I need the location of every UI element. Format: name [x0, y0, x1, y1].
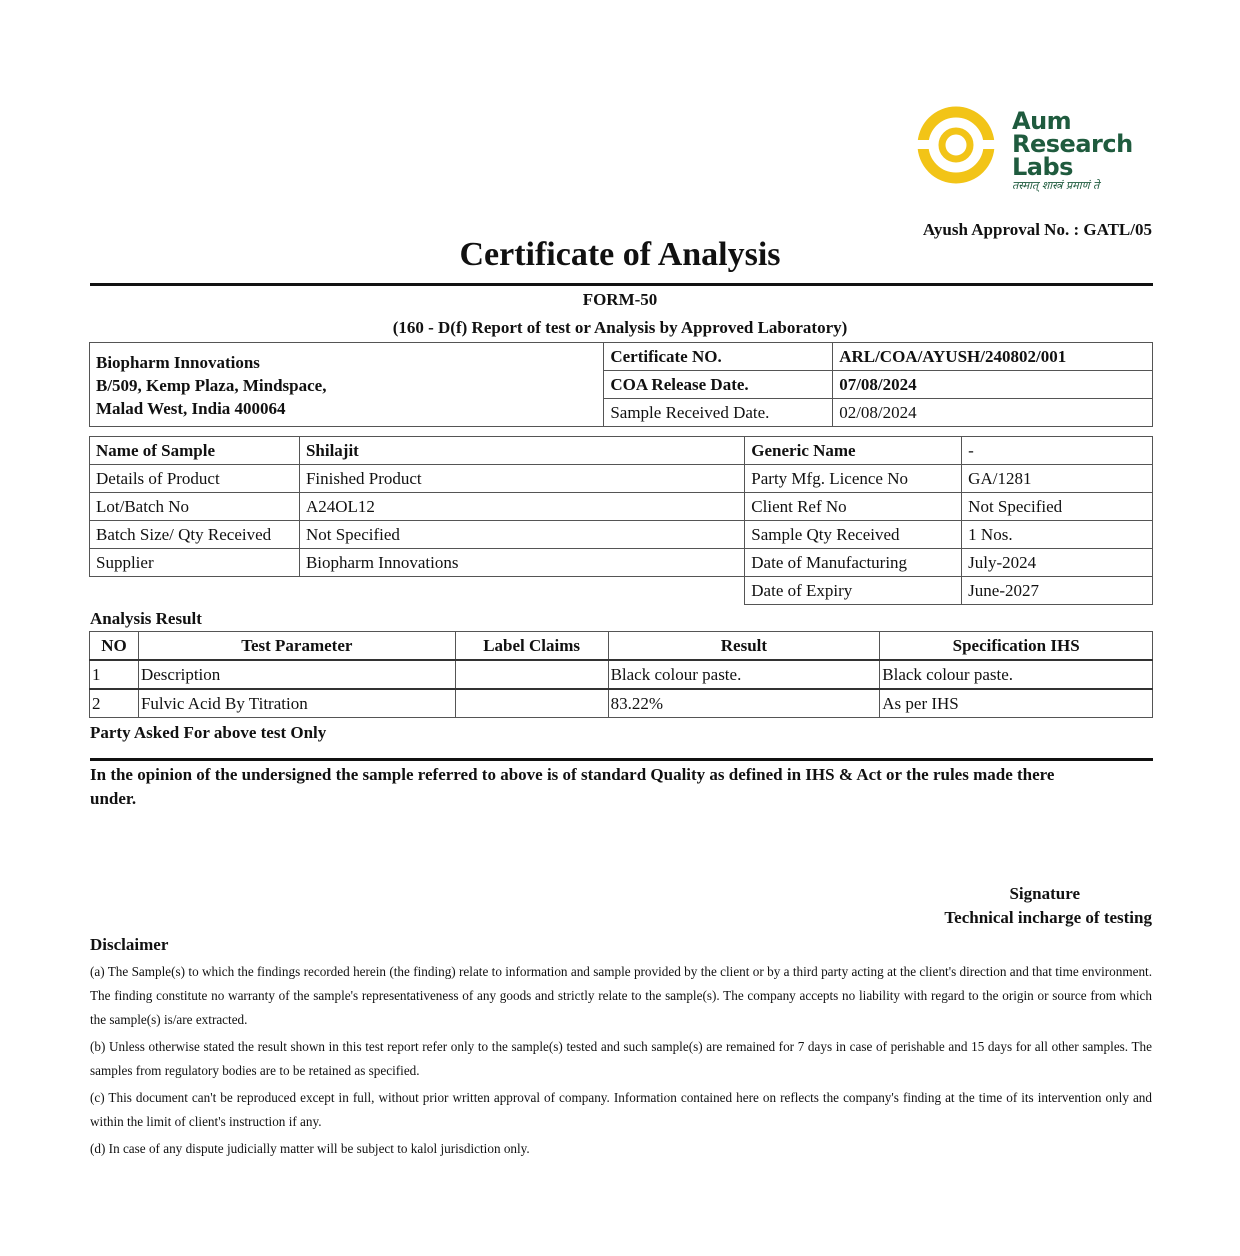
- expiry-date-value: June-2027: [962, 577, 1153, 605]
- form-subtitle: (160 - D(f) Report of test or Analysis by Approved Laboratory): [392, 318, 848, 337]
- page-title: Certificate of Analysis: [459, 236, 781, 273]
- table-row: [90, 660, 1153, 689]
- row-specification: Black colour paste.: [880, 660, 1153, 689]
- row-specification: As per IHS: [880, 689, 1153, 718]
- column-header-no: NO: [90, 632, 139, 661]
- disclaimer-item-b: (b) Unless otherwise stated the result shown in this test report refer only to the sample(s) tested and such sample(s) are remained for 7 days in case of perishable and 15 days for all other samples. The samples from regulatory bodies are to be retained as specified.: [90, 1039, 1152, 1078]
- supplier-label: Supplier: [90, 549, 300, 577]
- empty-cell: [299, 577, 744, 605]
- lot-batch-value: A24OL12: [299, 493, 744, 521]
- party-note: Party Asked For above test Only: [90, 723, 327, 742]
- column-header-label-claims: Label Claims: [455, 632, 608, 661]
- manufacturing-date-label: Date of Manufacturing: [745, 549, 962, 577]
- sample-qty-value: 1 Nos.: [962, 521, 1153, 549]
- release-date-label: COA Release Date.: [604, 371, 833, 399]
- batch-size-value: Not Specified: [299, 521, 744, 549]
- lot-batch-label: Lot/Batch No: [90, 493, 300, 521]
- licence-no-value: GA/1281: [962, 465, 1153, 493]
- form-number: FORM-50: [582, 290, 658, 309]
- sample-name-value: Shilajit: [299, 437, 744, 465]
- generic-name-label: Generic Name: [745, 437, 962, 465]
- disclaimer-item-d: (d) In case of any dispute judicially matter will be subject to kalol jurisdiction only.: [90, 1141, 530, 1156]
- client-certificate-table: [89, 342, 1153, 427]
- certificate-no-value: ARL/COA/AYUSH/240802/001: [833, 343, 1153, 371]
- manufacturing-date-value: July-2024: [962, 549, 1153, 577]
- logo-word-3: Labs: [1012, 153, 1073, 181]
- analysis-result-table: [89, 631, 1153, 718]
- logo-word-2: Research: [1012, 130, 1133, 158]
- signature-label: Signature: [1009, 884, 1080, 903]
- analysis-result-heading: Analysis Result: [90, 609, 202, 628]
- client-name: Biopharm Innovations: [96, 353, 260, 372]
- row-parameter: Fulvic Acid By Titration: [138, 689, 455, 718]
- generic-name-value: -: [962, 437, 1153, 465]
- column-header-parameter: Test Parameter: [138, 632, 455, 661]
- client-address-line-1: B/509, Kemp Plaza, Mindspace,: [96, 376, 327, 395]
- row-result: Black colour paste.: [608, 660, 880, 689]
- client-ref-label: Client Ref No: [745, 493, 962, 521]
- product-details-value: Finished Product: [299, 465, 744, 493]
- table-row: [90, 689, 1153, 718]
- sample-details-table: [89, 436, 1153, 605]
- row-result: 83.22%: [608, 689, 880, 718]
- logo-word-1: Aum: [1012, 107, 1072, 135]
- column-header-result: Result: [608, 632, 880, 661]
- row-no: 2: [90, 689, 139, 718]
- disclaimer-item-c: (c) This document can't be reproduced except in full, without prior written approval of company. Information contained here on reflects the company's finding at the time of its intervention only and within the limit of client's instruction if any.: [90, 1090, 1152, 1129]
- received-date-label: Sample Received Date.: [604, 399, 833, 427]
- licence-no-label: Party Mfg. Licence No: [745, 465, 962, 493]
- product-details-label: Details of Product: [90, 465, 300, 493]
- empty-cell: [90, 577, 300, 605]
- company-logo: [912, 104, 1142, 196]
- signatory-title: Technical incharge of testing: [944, 908, 1152, 927]
- sample-name-label: Name of Sample: [90, 437, 300, 465]
- release-date-value: 07/08/2024: [833, 371, 1153, 399]
- ayush-approval-number: Ayush Approval No. : GATL/05: [922, 220, 1152, 239]
- received-date-value: 02/08/2024: [833, 399, 1153, 427]
- row-parameter: Description: [138, 660, 455, 689]
- disclaimer-item-a: (a) The Sample(s) to which the findings recorded herein (the finding) relate to information and sample provided by the client or by a third party acting at the client's direction and that time environment. The finding constitute no warranty of the sample's representativeness of any goods and strictly relate to the sample(s). The company accepts no liability with regard to the origin or source from which the sample(s) is/are extracted.: [90, 964, 1152, 1027]
- client-address-line-2: Malad West, India 400064: [96, 399, 286, 418]
- row-no: 1: [90, 660, 139, 689]
- batch-size-label: Batch Size/ Qty Received: [90, 521, 300, 549]
- client-address-cell: [90, 343, 604, 427]
- sample-qty-label: Sample Qty Received: [745, 521, 962, 549]
- supplier-value: Biopharm Innovations: [299, 549, 744, 577]
- column-header-specification: Specification IHS: [880, 632, 1153, 661]
- client-ref-value: Not Specified: [962, 493, 1153, 521]
- certificate-no-label: Certificate NO.: [604, 343, 833, 371]
- disclaimer-heading: Disclaimer: [90, 935, 169, 954]
- title-divider: [90, 283, 1153, 286]
- expiry-date-label: Date of Expiry: [745, 577, 962, 605]
- row-label-claim: [455, 660, 608, 689]
- opinion-statement: In the opinion of the undersigned the sample referred to above is of standard Quality as defined in IHS & Act or the rules made there under.: [90, 765, 1055, 808]
- opinion-divider: [90, 758, 1153, 761]
- row-label-claim: [455, 689, 608, 718]
- logo-tagline: तस्मात् शास्त्रं प्रमाणं ते: [1012, 179, 1100, 192]
- logo-ring-icon: [912, 104, 1002, 186]
